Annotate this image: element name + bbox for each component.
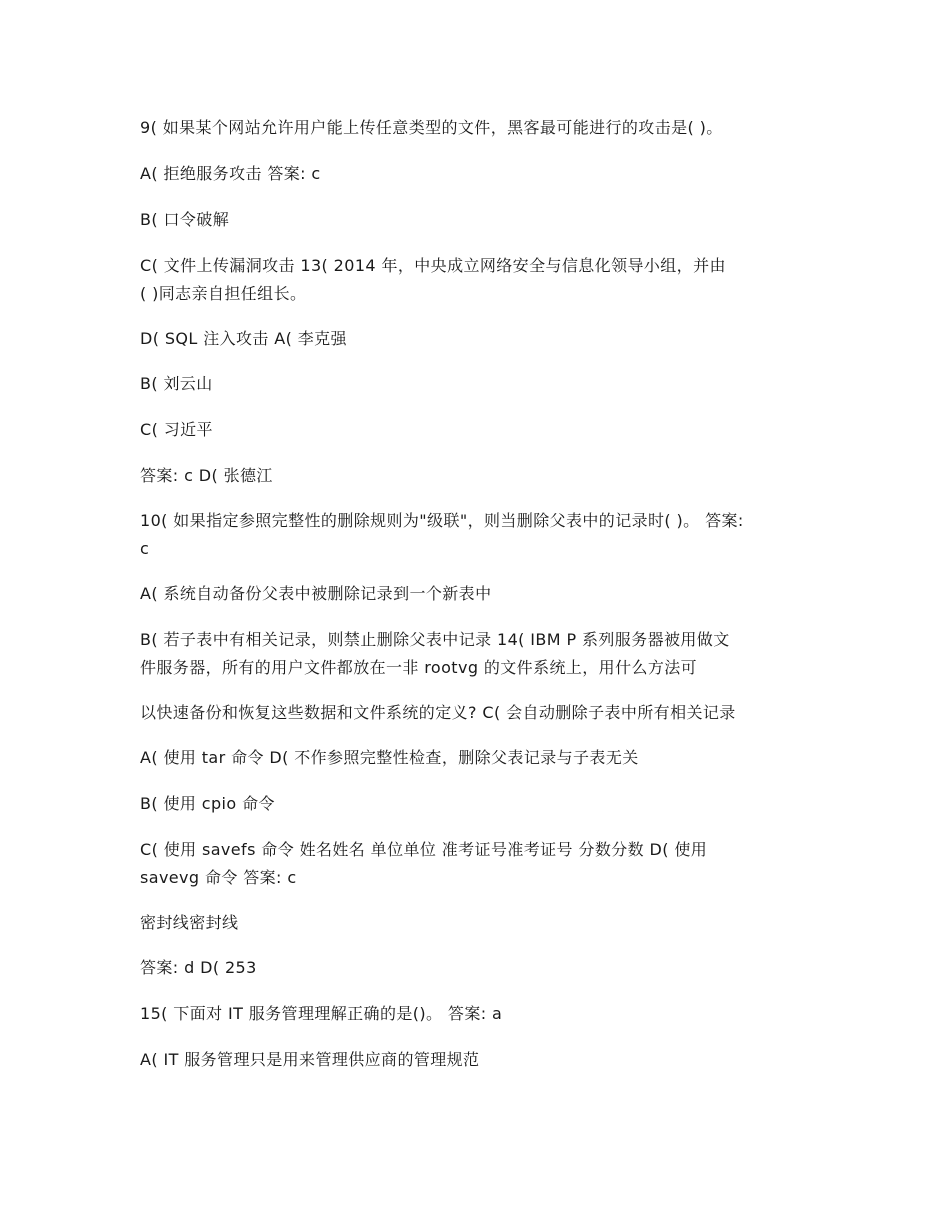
option-b: B( 口令破解 [140, 210, 230, 229]
question-10: 10( 如果指定参照完整性的删除规则为"级联"，则当删除父表中的记录时( )。 答案: [140, 511, 744, 530]
option-c-continued: ( )同志亲自担任组长。 [140, 284, 307, 303]
option-c: C( 使用 savefs 命令 姓名姓名 单位单位 准考证号准考证号 分数分数 D( 使用 [140, 840, 708, 859]
option-a: A( 使用 tar 命令 D( 不作参照完整性检查，删除父表记录与子表无关 [140, 748, 639, 767]
option-c: C( 文件上传漏洞攻击 13( 2014 年，中央成立网络安全与信息化领导小组，并由 [140, 256, 726, 275]
option-b: B( 使用 cpio 命令 [140, 794, 275, 813]
option-d: D( SQL 注入攻击 A( 李克强 [140, 329, 347, 348]
answer-line: 答案: d D( 253 [140, 958, 257, 977]
answer-line: 答案: c D( 张德江 [140, 466, 273, 485]
question-9: 9( 如果某个网站允许用户能上传任意类型的文件，黑客最可能进行的攻击是( )。 [140, 118, 723, 137]
option-a: A( IT 服务管理只是用来管理供应商的管理规范 [140, 1050, 480, 1069]
option-c-continued: savevg 命令 答案: c [140, 868, 297, 887]
option-c: C( 习近平 [140, 420, 213, 439]
seal-line-text: 密封线密封线 [140, 913, 239, 932]
question-10-continued: c [140, 539, 150, 558]
option-b: B( 刘云山 [140, 374, 213, 393]
option-a: A( 拒绝服务攻击 答案: c [140, 164, 321, 183]
question-15: 15( 下面对 IT 服务管理理解正确的是()。 答案: a [140, 1004, 503, 1023]
question-14-continued: 以快速备份和恢复这些数据和文件系统的定义? C( 会自动删除子表中所有相关记录 [140, 703, 736, 722]
option-a: A( 系统自动备份父表中被删除记录到一个新表中 [140, 584, 492, 603]
option-b: B( 若子表中有相关记录，则禁止删除父表中记录 14( IBM P 系列服务器被用做文 [140, 630, 730, 649]
option-b-continued: 件服务器，所有的用户文件都放在一非 rootvg 的文件系统上，用什么方法可 [140, 658, 698, 677]
